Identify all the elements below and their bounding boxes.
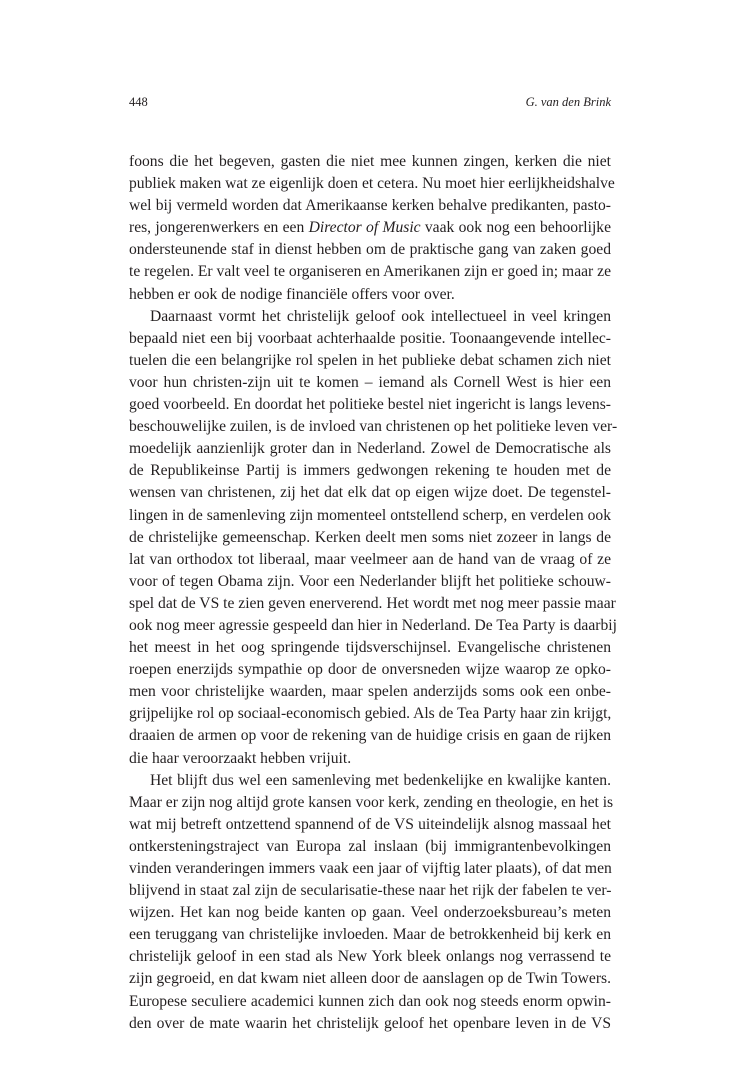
text-line: men voor christelijke waarden, maar spelen anderzijds soms ook een onbe- [129,683,611,701]
text-fragment: vaak ook nog een behoorlijke [420,219,611,237]
text-line: bepaald niet een bij voorbaat achterhaalde positie. Toonaangevende intellec- [129,329,611,347]
text-line: wensen van christenen, zij het dat elk dat op eigen wijze doet. De tegenstel- [129,484,611,502]
text-line: moedelijk aanzienlijk groter dan in Nederland. Zowel de Democratische als [129,440,611,458]
text-fragment: res, jongerenwerkers en een [129,219,309,237]
text-line: ondersteunende staf in dienst hebben om de praktische gang van zaken goed [129,241,611,259]
text-line: spel dat de VS te zien geven enerverend. Het wordt met nog meer passie maar [129,594,616,612]
text-line: beschouwelijke zuilen, is de invloed van christenen op het politieke leven ver- [129,418,618,436]
text-line [129,217,611,239]
text-line: wel bij vermeld worden dat Amerikaanse kerken behalve predikanten, pasto- [129,197,611,215]
text-line: goed voorbeeld. En doordat het politieke bestel niet ingericht is langs levens- [129,396,611,414]
body-text [129,151,618,1035]
text-line: die haar veroorzaakt hebben vrijuit. [129,749,352,767]
text-line: voor of tegen Obama zijn. Voor een Nederlander blijft het politieke schouw- [129,572,611,590]
text-line: ook nog meer agressie gespeeld dan hier in Nederland. De Tea Party is daarbij [129,616,617,634]
text-line: ontkersteningstraject van Europa zal inslaan (bij immigrantenbevolkingen [129,837,611,855]
text-line: Daarnaast vormt het christelijk geloof ook intellectueel in veel kringen [150,307,611,325]
italic-title: Director of Music [308,219,421,237]
text-line: een teruggang van christelijke invloeden. Maar de betrokkenheid bij kerk en [129,926,611,944]
text-line: hebben er ook de nodige financiële offers voor over. [129,285,455,303]
text-line: christelijk geloof in een stad als New York bleek onlangs nog verrassend te [129,948,611,966]
text-line: wijzen. Het kan nog beide kanten op gaan. Veel onderzoeksbureau’s meten [129,904,611,922]
text-line: zijn gegroeid, en dat kwam niet alleen door de aanslagen op de Twin Towers. [129,970,611,988]
text-line: Het blijft dus wel een samenleving met bedenkelijke en kwalijke kanten. [150,771,611,789]
running-head [129,93,611,111]
text-line: vinden veranderingen immers vaak een jaar of vijftig later plaats), of dat men [129,860,612,877]
text-line: tuelen die een belangrijke rol spelen in het publieke debat schamen zich niet [129,351,611,369]
text-line: publiek maken wat ze eigenlijk doen et cetera. Nu moet hier eerlijkheidshalve [129,175,615,193]
text-line: draaien de armen op voor de rekening van de huidige crisis en gaan de rijken [129,727,611,745]
text-line: Europese seculiere academici kunnen zich dan ook nog steeds enorm opwin- [129,992,611,1010]
text-line: lingen in de samenleving zijn momenteel ontstellend scherp, en verdelen ook [129,506,611,524]
text-line: de Republikeinse Partij is immers gedwongen rekening te houden met de [129,462,611,480]
text-line: wat mij betreft ontzettend spannend of de VS uiteindelijk alsnog massaal het [129,815,611,833]
text-line: den over de mate waarin het christelijk geloof het openbare leven in de VS [129,1014,611,1032]
text-line: blijvend in staat zal zijn de secularisatie-these naar het rijk der fabelen te ver- [129,882,612,900]
text-line: het meest in het oog springende tijdsverschijnsel. Evangelische christenen [129,639,611,657]
text-line: roepen enerzijds sympathie op door de onversneden wijze waarop ze opko- [129,661,611,679]
text-line: Maar er zijn nog altijd grote kansen voor kerk, zending en theologie, en het is [129,793,614,811]
text-line: voor hun christen-zijn uit te komen – iemand als Cornell West is hier een [129,373,611,391]
page-number: 448 [129,95,148,109]
text-line: foons die het begeven, gasten die niet mee kunnen zingen, kerken die niet [129,153,611,170]
text-line: grijpelijke rol op sociaal-economisch gebied. Als de Tea Party haar zin krijgt, [129,705,612,723]
text-line: de christelijke gemeenschap. Kerken deelt men soms niet zozeer in langs de [129,528,611,546]
text-line: lat van orthodox tot liberaal, maar veelmeer aan de hand van de vraag of ze [129,550,611,568]
text-line: te regelen. Er valt veel te organiseren en Amerikanen zijn er goed in; maar ze [129,263,611,281]
running-head-author: G. van den Brink [525,95,611,109]
